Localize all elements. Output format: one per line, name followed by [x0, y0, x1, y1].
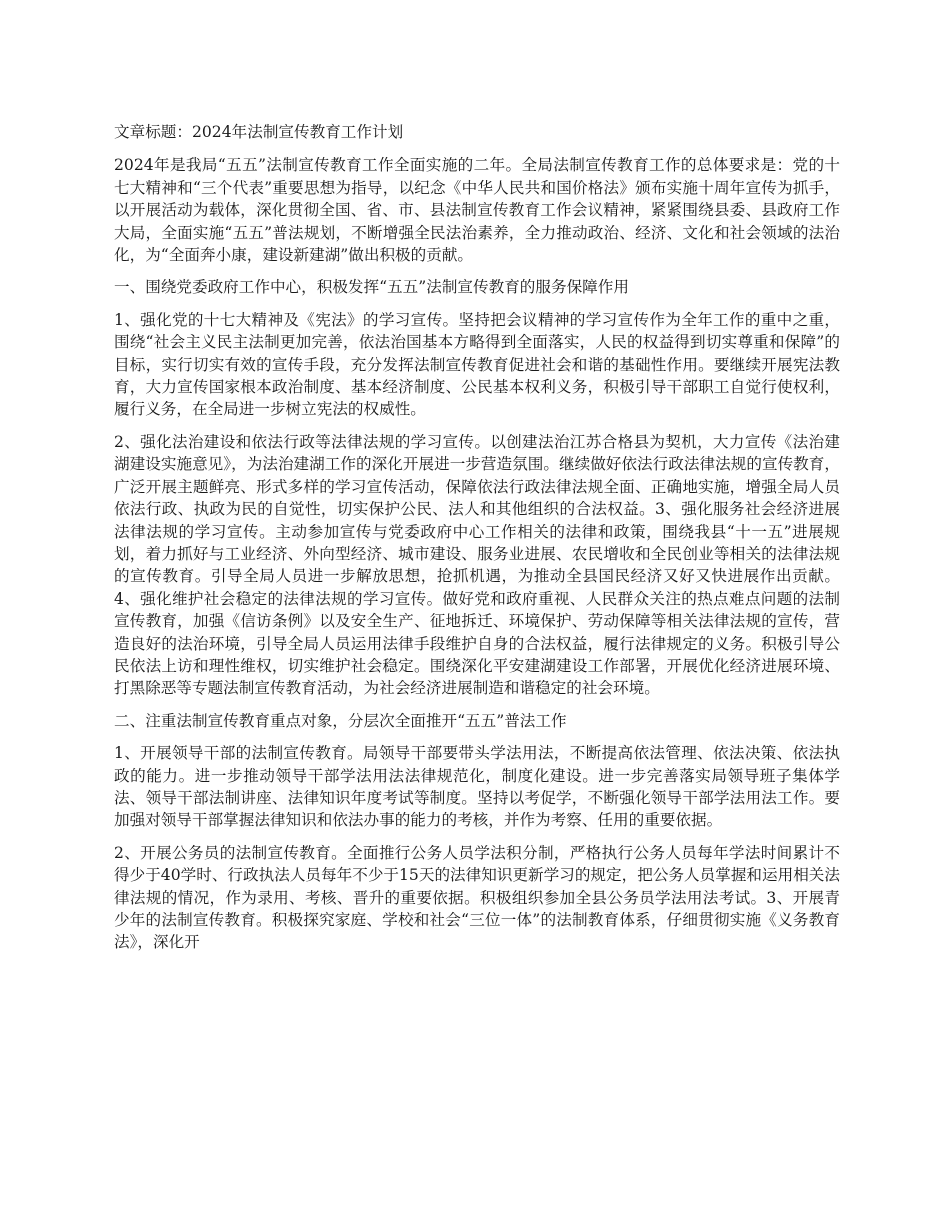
- paragraph-leaders: 1、开展领导干部的法制宣传教育。局领导干部要带头学法用法，不断提高依法管理、依法决策、依法执政的能力。进一步推动领导干部学法用法法律规范化，制度化建设。进一步完善落实局领导班子集体学法、领导干部法制讲座、法律知识年度考试等制度。坚持以考促学，不断强化领导干部学法用法工作。要加强对领导干部掌握法律知识和依法办事的能力的考核，并作为考察、任用的重要依据。: [114, 744, 840, 830]
- intro-paragraph: 2024年是我局“五五”法制宣传教育工作全面实施的二年。全局法制宣传教育工作的总体要求是：党的十七大精神和“三个代表”重要思想为指导，以纪念《中华人民共和国价格法》颁布实施十周年宣传为抓手，以开展活动为载体，深化贯彻全国、省、市、县法制宣传教育工作会议精神，紧紧围绕县委、县政府工作大局，全面实施“五五”普法规划，不断增强全民法治素养，全力推动政治、经济、文化和社会领域的法治化，为“全面奔小康，建设新建湖”做出积极的贡献。: [114, 156, 840, 265]
- section-heading-1: 一、围绕党委政府工作中心，积极发挥“五五”法制宣传教育的服务保障作用: [114, 278, 629, 297]
- paragraph-constitution: 1、强化党的十七大精神及《宪法》的学习宣传。坚持把会议精神的学习宣传作为全年工作的重中之重，围绕“社会主义民主法制更加完善，依法治国基本方略得到全面落实，人民的权益得到切实尊重和保障”的目标，实行切实有效的宣传手段，充分发挥法制宣传教育促进社会和谐的基础性作用。要继续开展宪法教育，大力宣传国家根本政治制度、基本经济制度、公民基本权利义务，积极引导干部职工自觉行使权利，履行义务，在全局进一步树立宪法的权威性。: [114, 310, 840, 419]
- paragraph-rule-of-law: 2、强化法治建设和依法行政等法律法规的学习宣传。以创建法治江苏合格县为契机，大力宣传《法治建湖建设实施意见》，为法治建湖工作的深化开展进一步营造氛围。继续做好依法行政法律法规的宣传教育，广泛开展主题鲜亮、形式多样的学习宣传活动，保障依法行政法律法规全面、正确地实施，增强全局人员依法行政、执政为民的自觉性，切实保护公民、法人和其他组织的合法权益。3、强化服务社会经济进展法律法规的学习宣传。主动参加宣传与党委政府中心工作相关的法律和政策，围绕我县“十一五”进展规划，着力抓好与工业经济、外向型经济、城市建设、服务业进展、农民增收和全民创业等相关的法律法规的宣传教育。引导全局人员进一步解放思想，抢抓机遇，为推动全县国民经济又好又快进展作出贡献。4、强化维护社会稳定的法律法规的学习宣传。做好党和政府重视、人民群众关注的热点难点问题的法制宣传教育，加强《信访条例》以及安全生产、征地拆迁、环境保护、劳动保障等相关法律法规的宣传，营造良好的法治环境，引导全局人员运用法律手段维护自身的合法权益，履行法律规定的义务。积极引导公民依法上访和理性维权，切实维护社会稳定。围绕深化平安建湖建设工作部署，开展优化经济进展环境、打黑除恶等专题法制宣传教育活动，为社会经济进展制造和谐稳定的社会环境。: [114, 432, 840, 698]
- paragraph-civil-servants: 2、开展公务员的法制宣传教育。全面推行公务人员学法积分制，严格执行公务人员每年学法时间累计不得少于40学时、行政执法人员每年不少于15天的法律知识更新学习的规定，把公务人员掌握和运用相关法律法规的情况，作为录用、考核、晋升的重要依据。积极组织参加全县公务员学法用法考试。3、开展青少年的法制宣传教育。积极探究家庭、学校和社会“三位一体”的法制教育体系，仔细贯彻实施《义务教育法》，深化开: [114, 843, 840, 952]
- document-body: [114, 121, 840, 964]
- section-heading-2: 二、注重法制宣传教育重点对象，分层次全面推开“五五”普法工作: [114, 711, 567, 730]
- document-title: 文章标题：2024年法制宣传教育工作计划: [114, 123, 404, 141]
